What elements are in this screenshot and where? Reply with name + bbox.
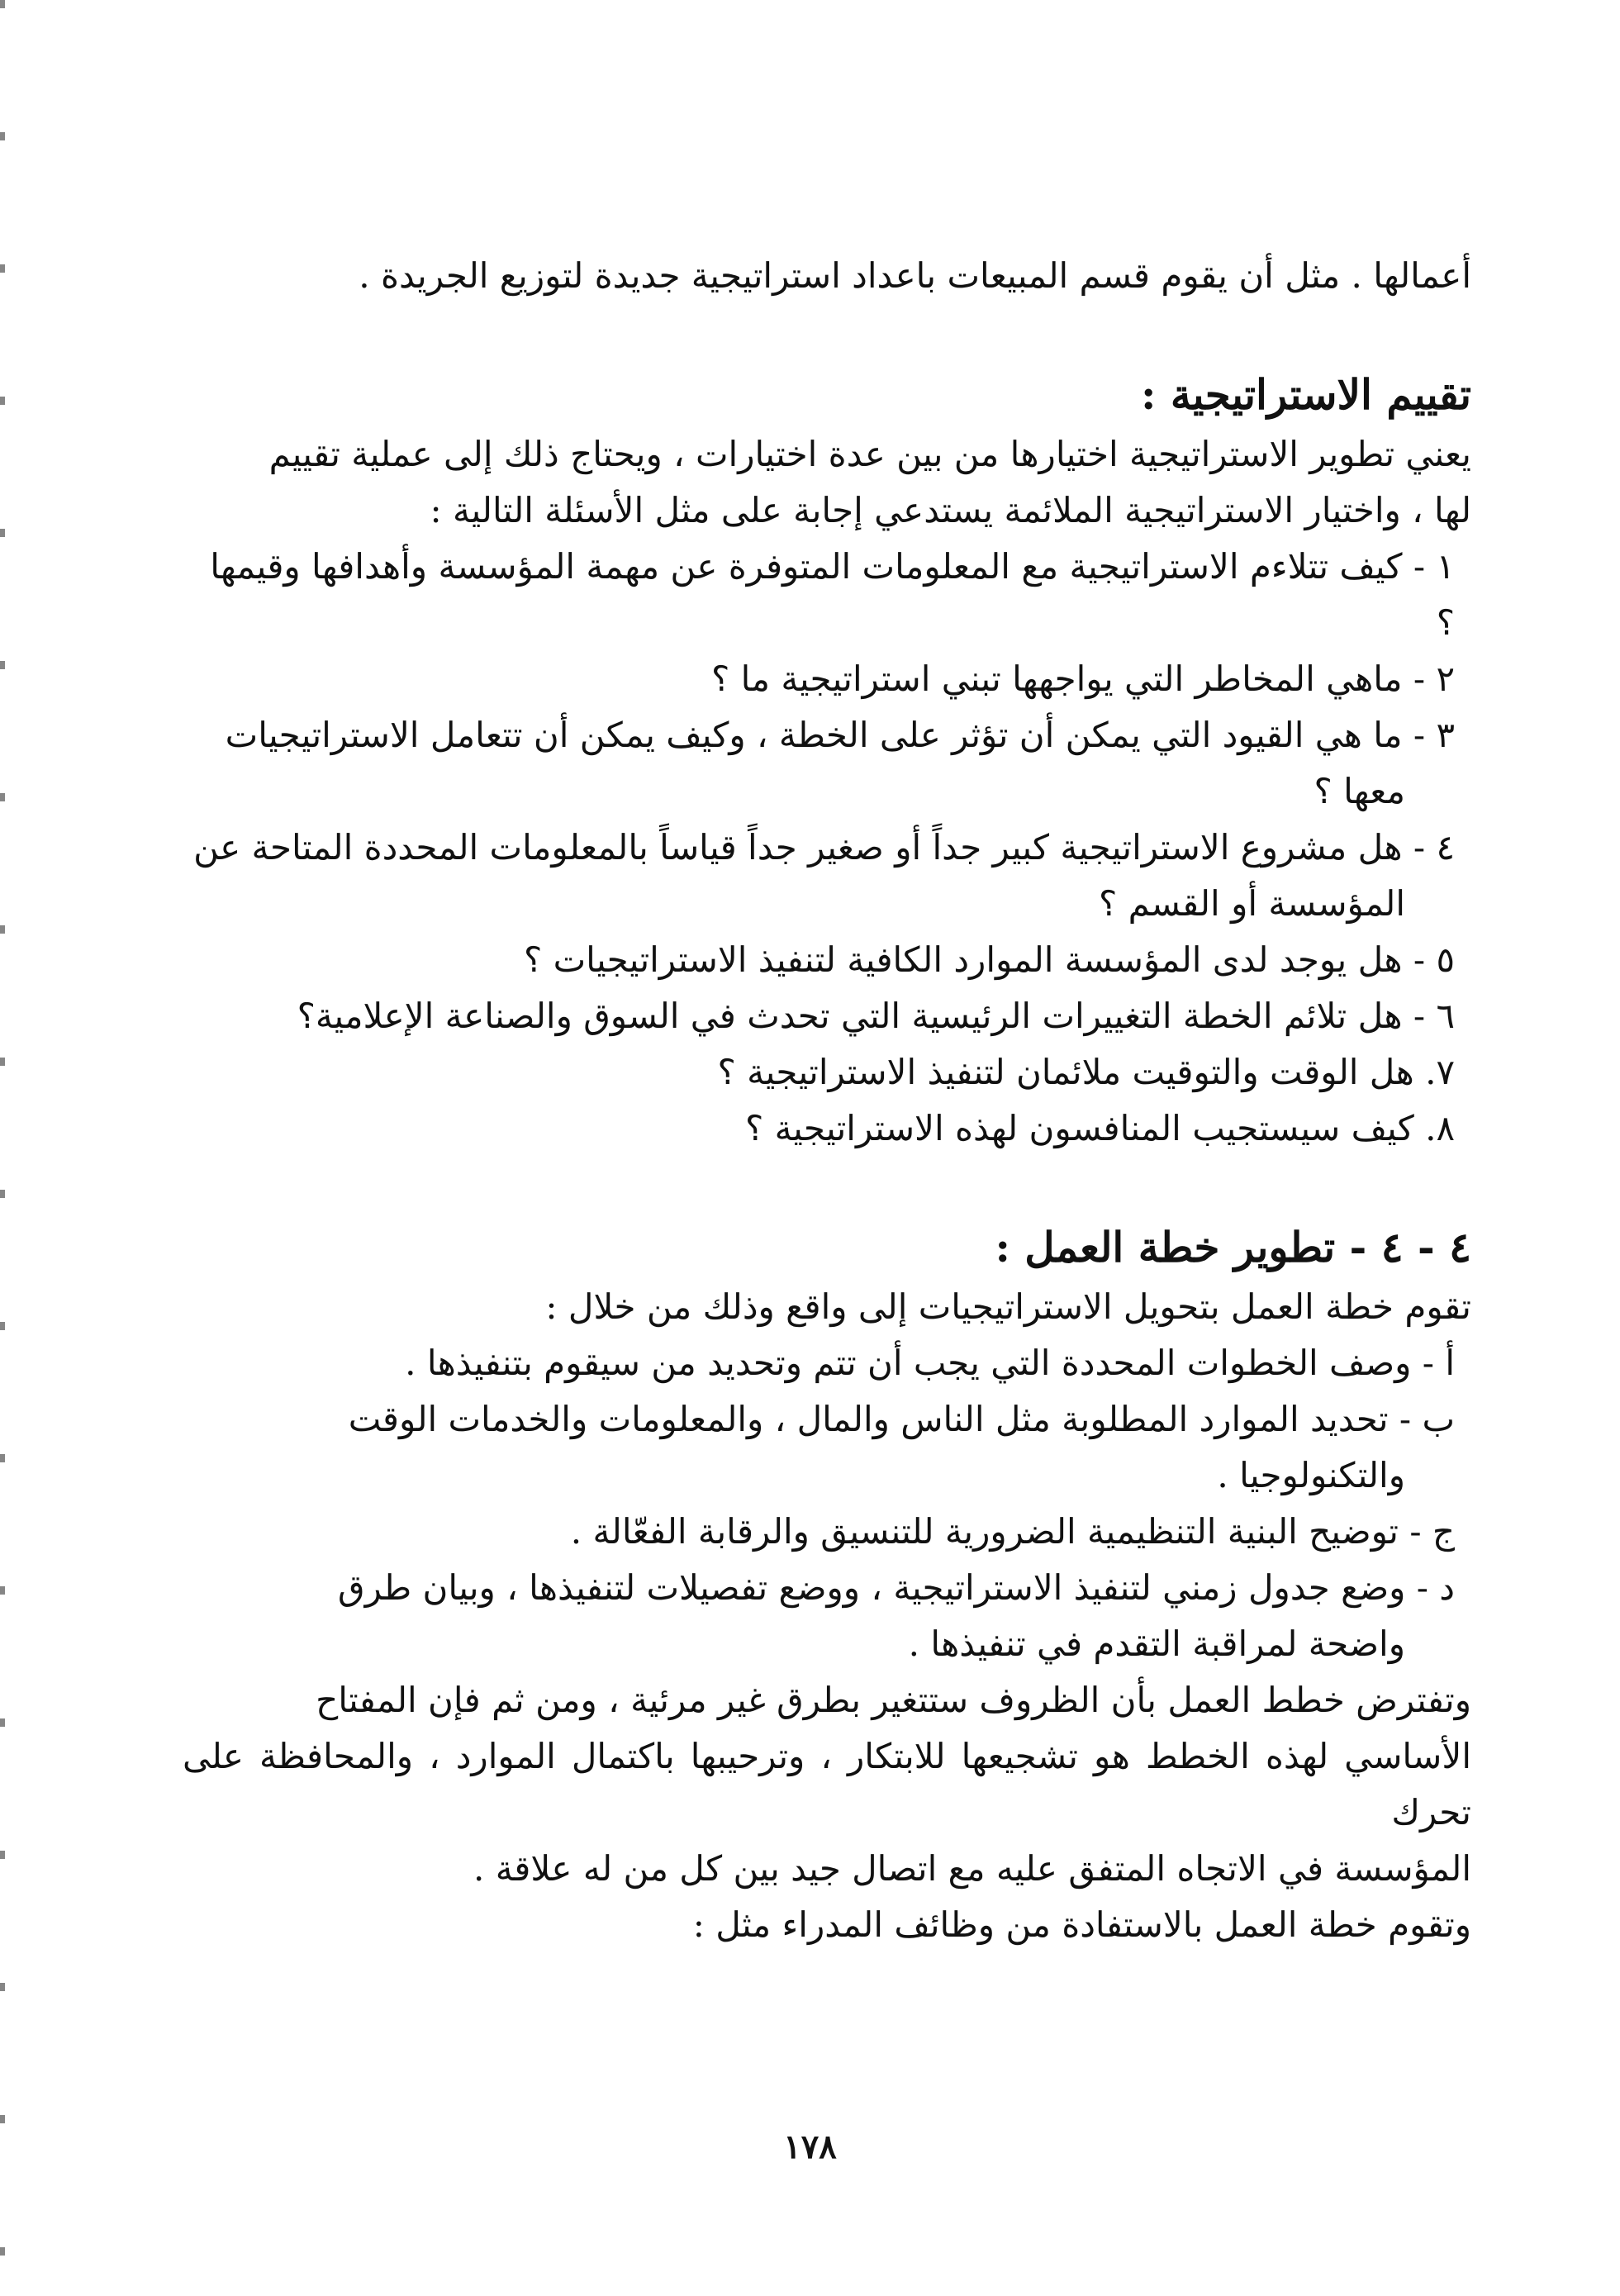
paragraph-line: وتفترض خطط العمل بأن الظروف ستتغير بطرق غير مرئية ، ومن ثم فإن المفتاح [316,1680,1471,1720]
paragraph-line: يعني تطوير الاستراتيجية اختيارها من بين عدة اختيارات ، ويحتاج ذلك إلى عملية تقييم [268,434,1471,474]
paragraph-line: وتقوم خطة العمل بالاستفادة من وظائف المدراء مثل : [692,1904,1471,1945]
list-item [183,1504,1471,1560]
list-item-text: ب - تحديد الموارد المطلوبة مثل الناس والمال ، والمعلومات والخدمات الوقت [348,1399,1455,1439]
document-page [183,248,1471,1953]
scan-edge-marks [0,0,5,2296]
list-item-text: ٥ - هل يوجد لدى المؤسسة الموارد الكافية لتنفيذ الاستراتيجيات ؟ [524,939,1455,980]
section-heading-strategy-evaluation: تقييم الاستراتيجية : [1141,370,1471,419]
list-item [183,539,1471,651]
list-item [183,1100,1471,1157]
paragraph-line: تقوم خطة العمل بتحويل الاستراتيجيات إلى واقع وذلك من خلال : [545,1286,1471,1327]
list-item [183,651,1471,707]
list-item-text: ٣ - ما هي القيود التي يمكن أن تؤثر على الخطة ، وكيف يمكن أن تتعامل الاستراتيجيات [225,715,1455,755]
list-item-text: ٦ - هل تلائم الخطة التغييرات الرئيسية التي تحدث في السوق والصناعة الإعلامية؟ [297,996,1455,1036]
list-item-continuation: معها ؟ [1314,771,1405,811]
list-item [183,1391,1471,1504]
list-item [183,1560,1471,1672]
paragraph-line: الأساسي لهذه الخطط هو تشجيعها للابتكار ، وترحيبها باكتمال الموارد ، والمحافظة على تحرك [183,1736,1471,1833]
paragraph-line: المؤسسة في الاتجاه المتفق عليه مع اتصال جيد بين كل من له علاقة . [473,1848,1471,1889]
list-item [183,1044,1471,1100]
list-item [183,820,1471,932]
list-item-continuation: واضحة لمراقبة التقدم في تنفيذها . [908,1623,1405,1664]
list-item-text: ٢ - ماهي المخاطر التي يواجهها تبني استراتيجية ما ؟ [711,658,1455,699]
list-item [183,707,1471,820]
list-item [183,988,1471,1044]
list-item-text: د - وضع جدول زمني لتنفيذ الاستراتيجية ، ووضع تفصيلات لتنفيذها ، وبيان طرق [338,1567,1455,1608]
list-item [183,1335,1471,1391]
list-item [183,932,1471,988]
paragraph-line: لها ، واختيار الاستراتيجية الملائمة يستدعي إجابة على مثل الأسئلة التالية : [430,490,1471,530]
action-plan-list [183,1335,1471,1672]
intro-line: أعمالها . مثل أن يقوم قسم المبيعات باعداد استراتيجية جديدة لتوزيع الجريدة . [359,255,1471,296]
spacer [183,1157,1471,1216]
page-number: ١٧٨ [783,2127,837,2166]
list-item-text: ٤ - هل مشروع الاستراتيجية كبير جداً أو صغير جداً قياساً بالمعلومات المحددة المتاحة عن [193,827,1455,868]
list-item-text: أ - وصف الخطوات المحددة التي يجب أن تتم وتحديد من سيقوم بتنفيذها . [405,1343,1455,1383]
section-heading-action-plan: ٤ - ٤ - تطوير خطة العمل : [995,1223,1471,1272]
list-item-text: ج - توضيح البنية التنظيمية الضرورية للتنسيق والرقابة الفعّالة . [570,1511,1455,1552]
spacer [183,304,1471,364]
list-item-continuation: المؤسسة أو القسم ؟ [1098,883,1405,924]
question-list [183,539,1471,1157]
list-item-text: ٧. هل الوقت والتوقيت ملائمان لتنفيذ الاستراتيجية ؟ [717,1052,1455,1092]
list-item-continuation: والتكنولوجيا . [1217,1455,1405,1495]
list-item-text: ١ - كيف تتلاءم الاستراتيجية مع المعلومات المتوفرة عن مهمة المؤسسة وأهدافها وقيمها ؟ [210,546,1455,643]
list-item-text: ٨. كيف سيستجيب المنافسون لهذه الاستراتيجية ؟ [745,1108,1455,1148]
